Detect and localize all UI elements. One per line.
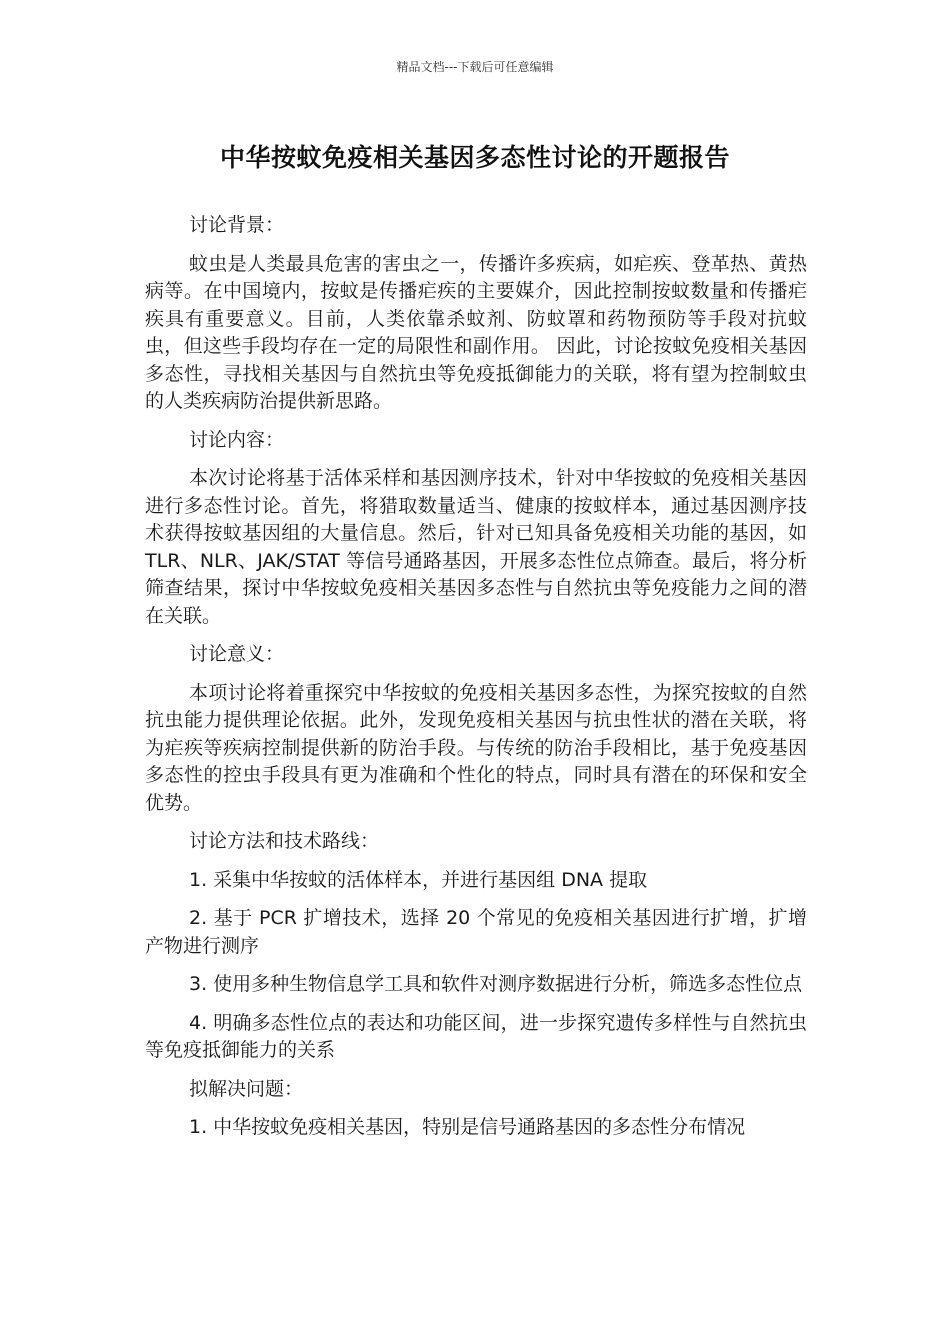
content-heading: 讨论内容： xyxy=(189,428,285,451)
method-item: 4. 明确多态性位点的表达和功能区间，进一步探究遗传多样性与自然抗虫等免疫抵御能力的关系 xyxy=(145,1011,807,1061)
header-note: 精品文档---下载后可任意编辑 xyxy=(396,60,554,74)
problems-heading: 拟解决问题： xyxy=(189,1077,304,1100)
background-heading: 讨论背景： xyxy=(189,214,285,236)
background-paragraph: 蚊虫是人类最具危害的害虫之一，传播许多疾病，如疟疾、登革热、黄热病等。在中国境内，按蚊是传播疟疾的主要媒介，因此控制按蚊数量和传播疟疾具有重要意义。目前，人类依靠杀蚊剂、防蚊罩和药物预防等手段对抗蚊虫，但这些手段均存在一定的局限性和副作用。 因此，讨论按蚊免疫相关基因多态性，寻找相关基因与自然抗虫等免疫抵御能力的关联，将有望为控制蚊虫的人类疾病防治提供新思路。 xyxy=(145,252,807,412)
content-paragraph: 本次讨论将基于活体采样和基因测序技术，针对中华按蚊的免疫相关基因进行多态性讨论。首先，将猎取数量适当、健康的按蚊样本，通过基因测序技术获得按蚊基因组的大量信息。然后，针对已知具备免疫相关功能的基因，如 TLR、NLR、JAK/STAT 等信号通路基因，开展多态性位点筛查。最后，将分析筛查结果，探讨中华按蚊免疫相关基因多态性与自然抗虫等免疫能力之间的潜在关联。 xyxy=(145,467,807,627)
methods-heading: 讨论方法和技术路线： xyxy=(189,830,380,852)
significance-paragraph: 本项讨论将着重探究中华按蚊的免疫相关基因多态性，为探究按蚊的自然抗虫能力提供理论依据。此外，发现免疫相关基因与抗虫性状的潜在关联，将为疟疾等疾病控制提供新的防治手段。与传统的防治手段相比，基于免疫基因多态性的控虫手段具有更为准确和个性化的特点，同时具有潜在的环保和安全优势。 xyxy=(145,681,807,814)
method-item: 3. 使用多种生物信息学工具和软件对测序数据进行分析，筛选多态性位点 xyxy=(189,973,803,995)
document-title: 中华按蚊免疫相关基因多态性讨论的开题报告 xyxy=(219,143,730,172)
document-body xyxy=(145,212,807,1153)
method-item: 1. 采集中华按蚊的活体样本，并进行基因组 DNA 提取 xyxy=(189,868,648,891)
significance-heading: 讨论意义： xyxy=(189,643,285,665)
method-item: 2. 基于 PCR 扩增技术，选择 20 个常见的免疫相关基因进行扩增，扩增产物进行测序 xyxy=(145,907,807,957)
problem-item: 1. 中华按蚊免疫相关基因，特别是信号通路基因的多态性分布情况 xyxy=(189,1116,746,1138)
